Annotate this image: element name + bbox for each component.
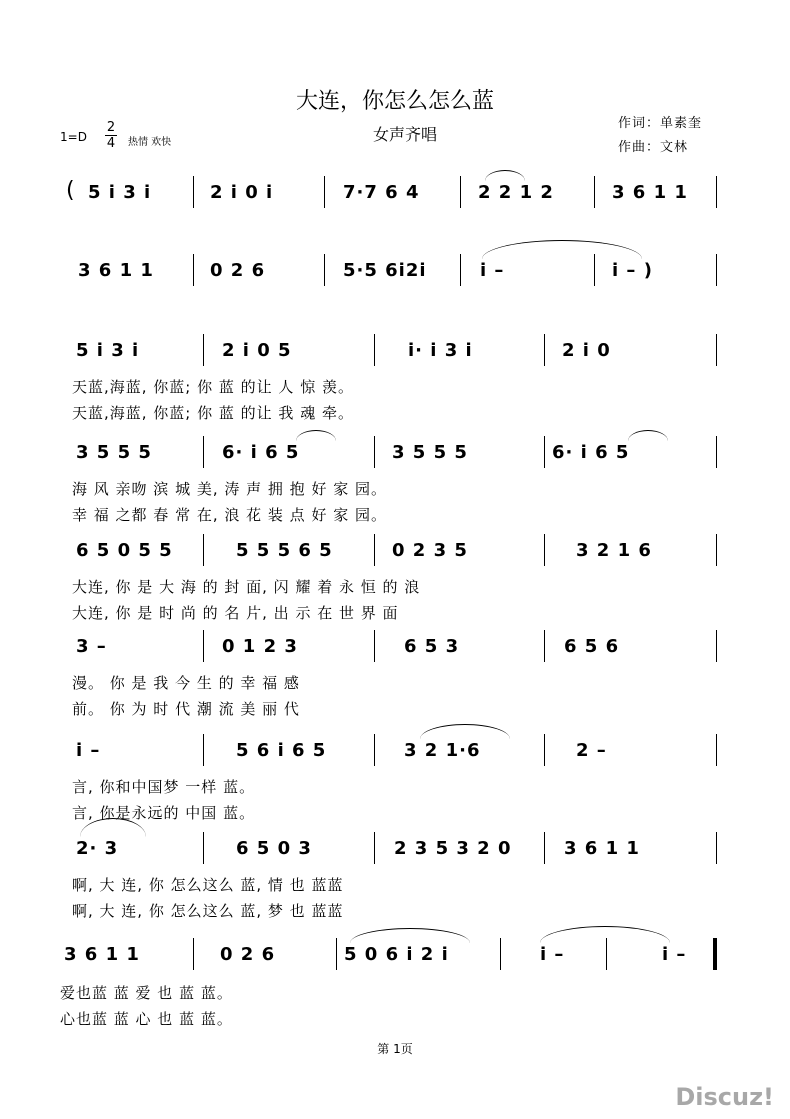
measure: 0 2 3 5 <box>392 540 468 561</box>
barline <box>606 938 607 970</box>
slur <box>482 240 642 259</box>
measure: 0 2 6 <box>220 944 276 965</box>
measure: 7·7 6 4 <box>343 182 420 203</box>
lyric-line-1: 爱也蓝 蓝 爱 也 蓝 蓝。 <box>60 984 233 1002</box>
measure: 2 2 1 2 <box>478 182 554 203</box>
page-number: 第 1页 <box>377 1042 413 1056</box>
measure: 2 i 0 <box>562 340 611 361</box>
measure: 5·5 6i2i <box>343 260 427 281</box>
measure: i – <box>480 260 505 281</box>
barline <box>203 534 204 566</box>
barline <box>716 734 717 766</box>
measure: i – ) <box>612 260 653 281</box>
barline <box>716 832 717 864</box>
measure: 2 3 5 3 2 0 <box>394 838 512 859</box>
measure: 6 5 0 3 <box>236 838 312 859</box>
barline <box>374 436 375 468</box>
song-subtitle: 女声齐唱 <box>372 125 437 144</box>
final-barline <box>713 938 717 970</box>
measure: 5 6 i 6 5 <box>236 740 327 761</box>
barline <box>336 938 337 970</box>
measure: 2 i 0 5 <box>222 340 292 361</box>
time-signature-denominator: 4 <box>106 136 116 151</box>
lyric-line-2: 幸 福 之都 春 常 在, 浪 花 装 点 好 家 园。 <box>72 506 387 524</box>
barline <box>193 938 194 970</box>
measure: 5 i 3 i <box>88 182 152 203</box>
barline <box>500 938 501 970</box>
measure: 3 6 1 1 <box>564 838 640 859</box>
barline <box>203 630 204 662</box>
measure: 2· 3 <box>76 838 119 859</box>
barline <box>716 436 717 468</box>
barline <box>716 630 717 662</box>
measure: i – <box>540 944 565 965</box>
barline <box>203 734 204 766</box>
tempo-marking: 热情 欢快 <box>128 137 172 148</box>
measure: 0 2 6 <box>210 260 266 281</box>
barline <box>374 334 375 366</box>
measure: i – <box>662 944 687 965</box>
barline <box>460 176 461 208</box>
key-signature: 1=D <box>60 130 87 144</box>
barline <box>716 254 717 286</box>
barline <box>544 436 545 468</box>
measure: i – <box>76 740 101 761</box>
barline <box>544 832 545 864</box>
lyricist-credit: 作词：单素奎 <box>618 116 703 131</box>
measure: 3 5 5 5 <box>76 442 152 463</box>
barline <box>544 334 545 366</box>
lyric-line-1: 天蓝,海蓝, 你蓝; 你 蓝 的让 人 惊 羡。 <box>72 378 354 396</box>
lyric-line-1: 啊, 大 连, 你 怎么这么 蓝, 情 也 蓝蓝 <box>72 876 344 894</box>
barline <box>716 534 717 566</box>
time-signature-numerator: 2 <box>106 120 116 135</box>
measure: 5 0 6 i 2 i <box>344 944 449 965</box>
lyric-line-1: 大连, 你 是 大 海 的 封 面, 闪 耀 着 永 恒 的 浪 <box>72 578 421 596</box>
measure: 6 5 6 <box>564 636 620 657</box>
barline <box>716 334 717 366</box>
lyric-line-1: 海 风 亲吻 滨 城 美, 涛 声 拥 抱 好 家 园。 <box>72 480 387 498</box>
open-parenthesis: ( <box>66 178 75 203</box>
composer-credit: 作曲：文林 <box>618 140 689 155</box>
barline <box>203 832 204 864</box>
time-signature <box>105 120 117 151</box>
barline <box>203 436 204 468</box>
slur <box>350 928 470 943</box>
barline <box>544 630 545 662</box>
lyric-line-2: 大连, 你 是 时 尚 的 名 片, 出 示 在 世 界 面 <box>72 604 399 622</box>
measure: 5 i 3 i <box>76 340 140 361</box>
measure: 3 – <box>76 636 107 657</box>
slur <box>628 430 668 441</box>
barline <box>374 534 375 566</box>
slur <box>420 724 510 739</box>
watermark: Discuz! <box>675 1083 774 1111</box>
barline <box>716 176 717 208</box>
lyric-line-2: 心也蓝 蓝 心 也 蓝 蓝。 <box>60 1010 233 1028</box>
measure: 3 6 1 1 <box>612 182 688 203</box>
measure: 2 – <box>576 740 607 761</box>
measure: 6 5 0 5 5 <box>76 540 173 561</box>
lyric-line-2: 天蓝,海蓝, 你蓝; 你 蓝 的让 我 魂 牵。 <box>72 404 354 422</box>
barline <box>193 176 194 208</box>
lyric-line-1: 言, 你和中国梦 一样 蓝。 <box>72 778 256 796</box>
measure: 6 5 3 <box>404 636 460 657</box>
measure: 0 1 2 3 <box>222 636 298 657</box>
measure: 3 2 1 6 <box>576 540 652 561</box>
barline <box>374 734 375 766</box>
barline <box>324 254 325 286</box>
measure: 3 6 1 1 <box>64 944 140 965</box>
barline <box>193 254 194 286</box>
measure: 3 2 1·6 <box>404 740 481 761</box>
barline <box>374 630 375 662</box>
lyric-line-2: 前。 你 为 时 代 潮 流 美 丽 代 <box>72 700 300 718</box>
song-title: 大连，你怎么怎么蓝 <box>295 89 494 114</box>
slur <box>540 926 670 943</box>
slur <box>485 170 525 181</box>
lyric-line-2: 言, 你是永远的 中国 蓝。 <box>72 804 256 822</box>
barline <box>324 176 325 208</box>
measure: 6· i 6 5 <box>552 442 630 463</box>
barline <box>594 254 595 286</box>
barline <box>544 734 545 766</box>
barline <box>374 832 375 864</box>
lyric-line-1: 漫。 你 是 我 今 生 的 幸 福 感 <box>72 674 300 692</box>
measure: 3 6 1 1 <box>78 260 154 281</box>
barline <box>203 334 204 366</box>
slur <box>296 430 336 441</box>
lyric-line-2: 啊, 大 连, 你 怎么这么 蓝, 梦 也 蓝蓝 <box>72 902 344 920</box>
measure: 5 5 5 6 5 <box>236 540 333 561</box>
measure: 3 5 5 5 <box>392 442 468 463</box>
barline <box>594 176 595 208</box>
measure: 2 i 0 i <box>210 182 274 203</box>
measure: i· i 3 i <box>408 340 473 361</box>
measure: 6· i 6 5 <box>222 442 300 463</box>
barline <box>544 534 545 566</box>
barline <box>460 254 461 286</box>
